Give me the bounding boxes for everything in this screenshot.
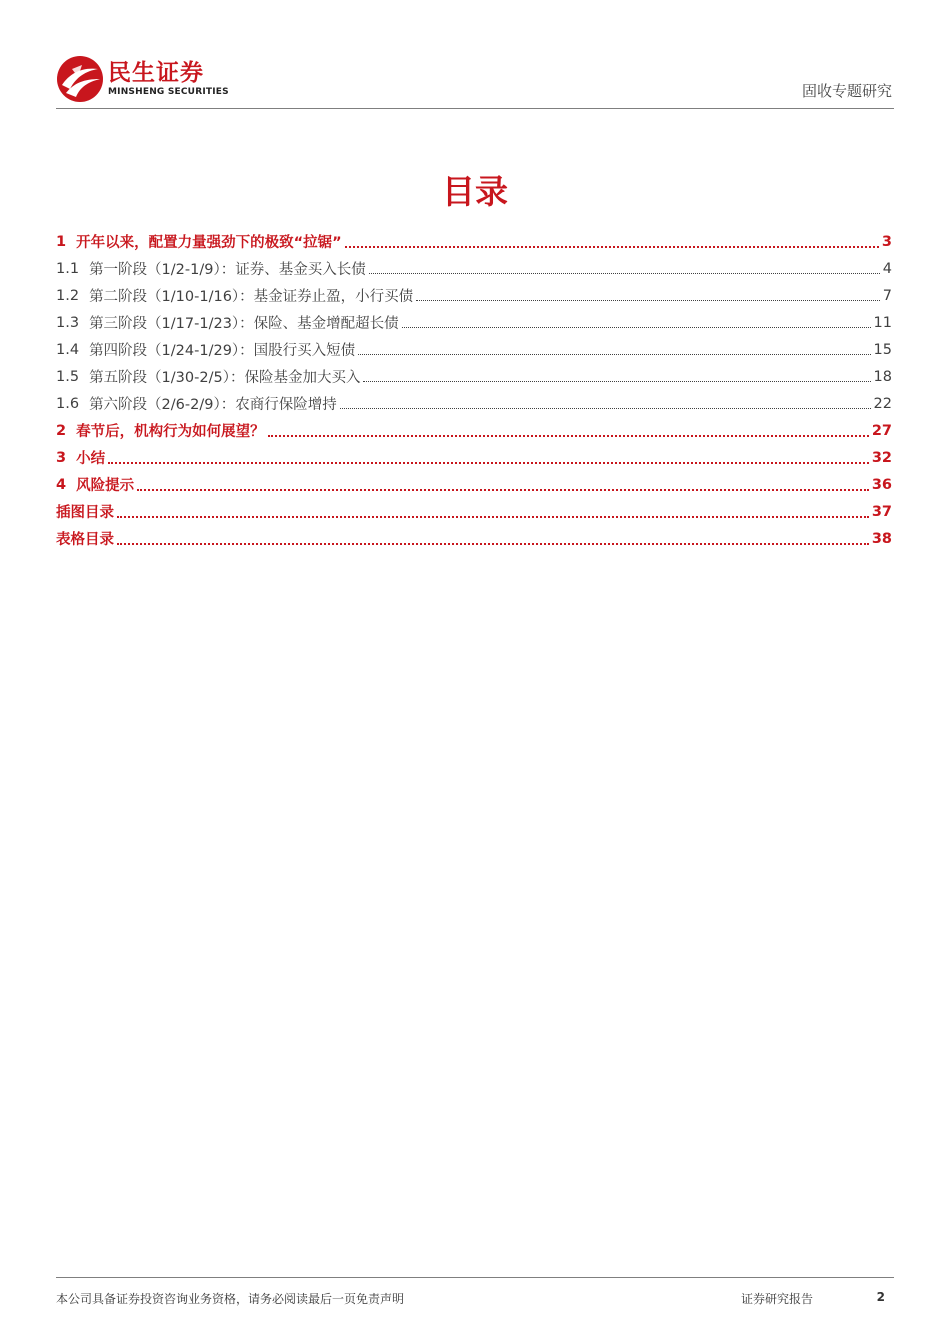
header-divider	[56, 108, 894, 109]
toc-entry-title: 第四阶段（1/24-1/29）：国股行买入短债	[89, 343, 356, 359]
toc-title: 目录	[442, 172, 508, 211]
toc-entry-number: 1.1	[56, 260, 80, 277]
toc-entry-3[interactable]	[56, 444, 892, 471]
toc-entry-1-3[interactable]	[56, 309, 892, 336]
toc-dot-leader	[117, 516, 869, 518]
toc-entry-page: 38	[871, 530, 892, 547]
toc-entry-number: 3	[56, 449, 67, 466]
logo-chinese-name: 民生证券	[108, 60, 204, 86]
toc-entry-1-5[interactable]	[56, 363, 892, 390]
toc-entry-title: 表格目录	[56, 532, 114, 548]
toc-entry-number: 1.2	[56, 287, 80, 304]
toc-entry-1-6[interactable]	[56, 390, 892, 417]
footer-report-type: 证券研究报告	[741, 1292, 814, 1306]
toc-entry-4[interactable]	[56, 471, 892, 498]
toc-entry-number: 2	[56, 422, 67, 439]
toc-entry-page: 27	[871, 422, 892, 439]
toc-dot-leader	[137, 489, 869, 491]
toc-dot-leader	[363, 381, 870, 382]
toc-dot-leader	[108, 462, 869, 464]
report-category: 固收专题研究	[801, 82, 892, 100]
toc-entry-2[interactable]	[56, 417, 892, 444]
toc-entry-title: 开年以来，配置力量强劲下的极致“拉锯”	[76, 235, 342, 251]
footer-divider	[56, 1277, 894, 1278]
toc-entry-page: 37	[871, 503, 892, 520]
toc-entry-page: 4	[882, 260, 892, 277]
toc-entry-title: 小结	[76, 451, 106, 467]
toc-entry-1-4[interactable]	[56, 336, 892, 363]
toc-entry-number: 1.5	[56, 368, 80, 385]
toc-dot-leader	[345, 246, 879, 248]
toc-entry-title: 第五阶段（1/30-2/5）：保险基金加大买入	[89, 370, 361, 386]
toc-entry-1[interactable]	[56, 228, 892, 255]
toc-entry-1-1[interactable]	[56, 255, 892, 282]
minsheng-logo-icon	[56, 55, 104, 103]
toc-entry-number: 1.4	[56, 341, 80, 358]
toc-dot-leader	[402, 327, 871, 328]
toc-dot-leader	[117, 543, 869, 545]
toc-entry-title: 第六阶段（2/6-2/9）：农商行保险增持	[89, 397, 337, 413]
toc-entry-page: 22	[873, 395, 892, 412]
toc-entry-page: 32	[871, 449, 892, 466]
toc-entry-title: 第三阶段（1/17-1/23）：保险、基金增配超长债	[89, 316, 399, 332]
toc-entry-page: 7	[882, 287, 892, 304]
toc-entry-table-list[interactable]	[56, 525, 892, 552]
logo-english-name: MINSHENG SECURITIES	[108, 87, 229, 97]
toc-dot-leader	[369, 273, 880, 274]
toc-dot-leader	[340, 408, 871, 409]
toc-dot-leader	[416, 300, 880, 301]
page-number: 2	[876, 1290, 885, 1304]
toc-dot-leader	[358, 354, 870, 355]
toc-entry-title: 第一阶段（1/2-1/9）：证券、基金买入长债	[89, 262, 366, 278]
toc-entry-1-2[interactable]	[56, 282, 892, 309]
toc-entry-title: 插图目录	[56, 505, 114, 521]
toc-entry-page: 11	[873, 314, 892, 331]
toc-entry-page: 3	[881, 233, 892, 250]
toc-entry-title: 春节后，机构行为如何展望？	[76, 424, 265, 440]
toc-entry-page: 18	[873, 368, 892, 385]
toc-entry-number: 1.6	[56, 395, 80, 412]
toc-entry-title: 第二阶段（1/10-1/16）：基金证券止盈，小行买债	[89, 289, 414, 305]
toc-entry-figure-list[interactable]	[56, 498, 892, 525]
toc-entry-page: 15	[873, 341, 892, 358]
footer-disclaimer: 本公司具备证券投资咨询业务资格，请务必阅读最后一页免责声明	[56, 1292, 405, 1306]
toc-entry-title: 风险提示	[76, 478, 135, 494]
table-of-contents	[56, 228, 892, 552]
toc-entry-number: 1	[56, 233, 67, 250]
toc-entry-number: 4	[56, 476, 67, 493]
company-logo	[56, 55, 229, 103]
toc-entry-page: 36	[871, 476, 892, 493]
toc-entry-number: 1.3	[56, 314, 80, 331]
toc-dot-leader	[268, 435, 869, 437]
